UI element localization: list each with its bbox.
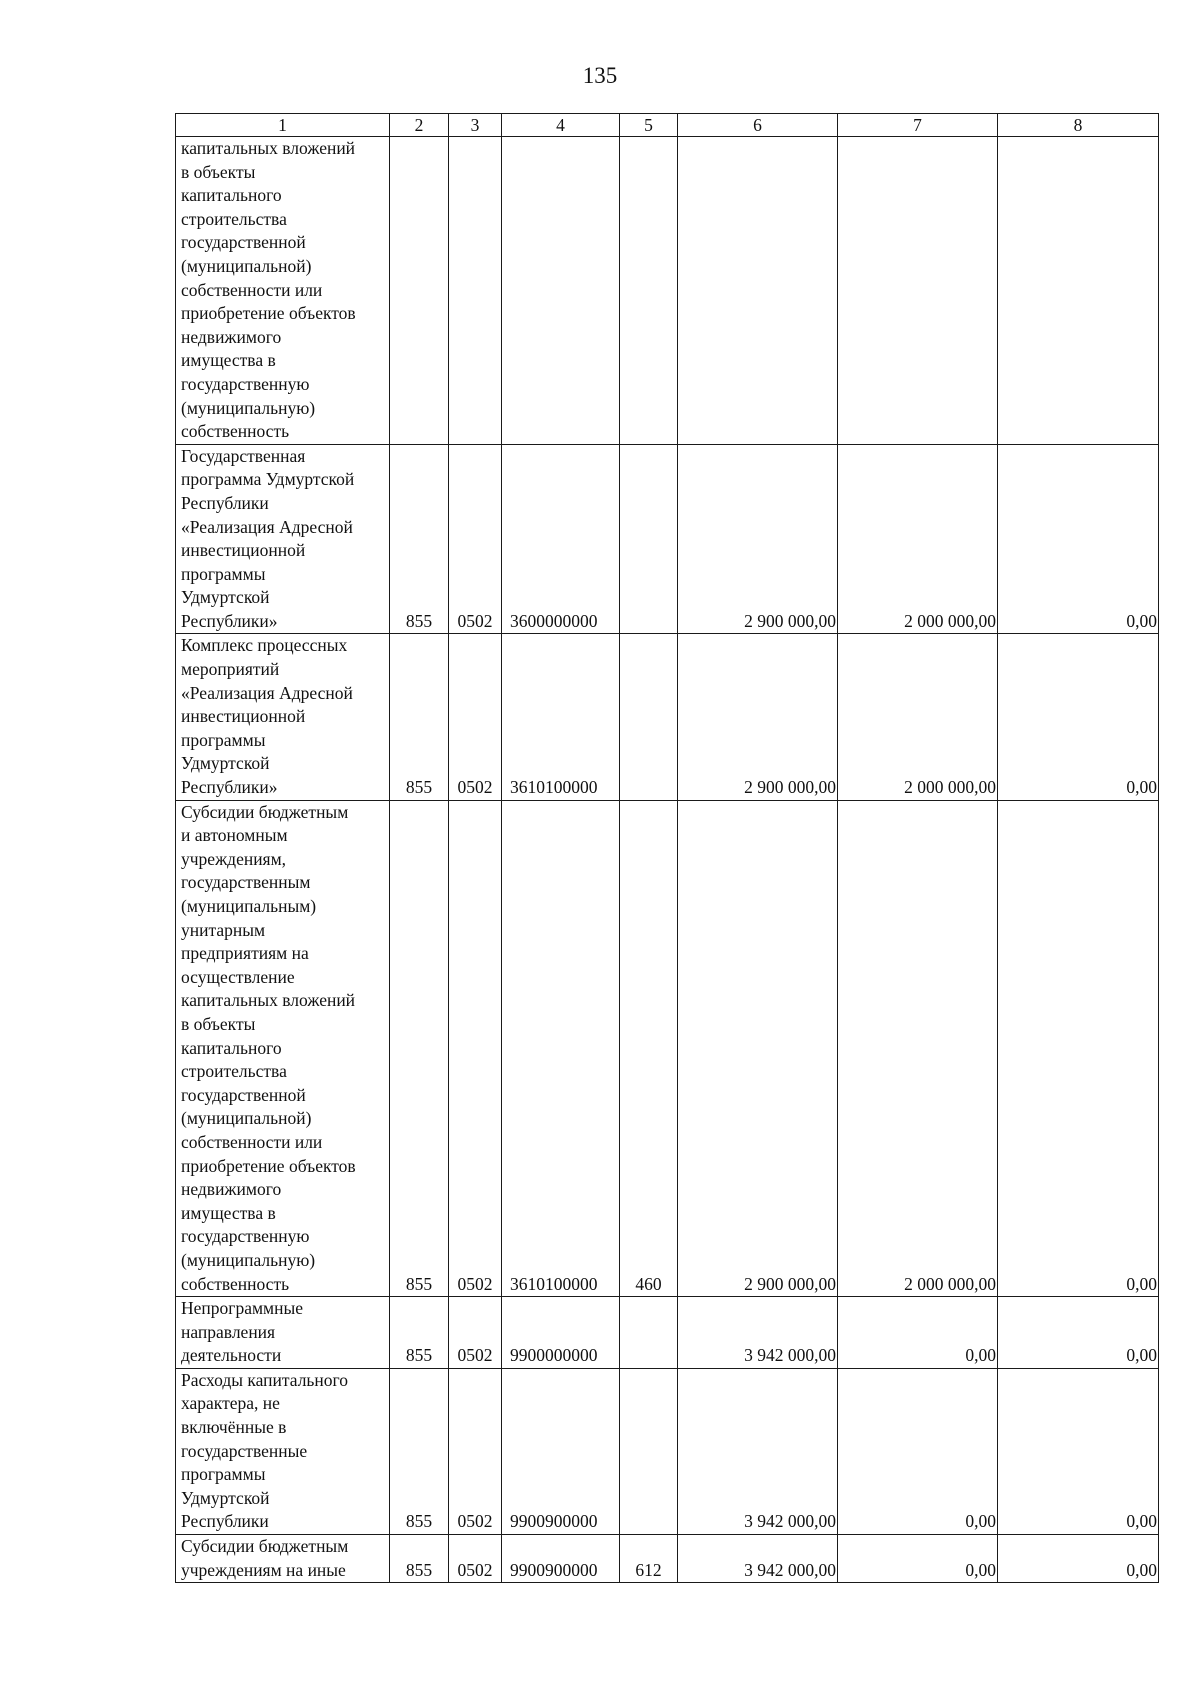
column-header: 6 [678,114,838,137]
amount-col8: 0,00 [998,1535,1159,1583]
section-code: 0502 [449,634,502,800]
expense-name: Субсидии бюджетным и автономным учреждениям, государственным (муниципальным) унитарным предприятиям на осуществление капитальных вложений в объекты капитального строительства государственной (муниципальной) собственности или приобретение объектов недвижимого имущества в государственную (муниципальную) собственность [176,800,390,1296]
target-article-code: 3610100000 [502,634,620,800]
column-header: 5 [620,114,678,137]
expense-type-code [620,634,678,800]
table-row [176,137,1159,445]
amount-col6: 2 900 000,00 [678,634,838,800]
budget-table [175,113,1159,1583]
column-header: 1 [176,114,390,137]
grbs-code: 855 [390,1535,449,1583]
amount-col8: 0,00 [998,1297,1159,1369]
amount-col7: 0,00 [838,1368,998,1534]
table-row [176,800,1159,1296]
column-header: 4 [502,114,620,137]
target-article-code: 3610100000 [502,800,620,1296]
amount-col7: 2 000 000,00 [838,800,998,1296]
amount-col8: 0,00 [998,634,1159,800]
grbs-code: 855 [390,1297,449,1369]
expense-type-code [620,1297,678,1369]
column-header: 7 [838,114,998,137]
amount-col7: 0,00 [838,1297,998,1369]
amount-col8: 0,00 [998,1368,1159,1534]
table-row [176,1368,1159,1534]
grbs-code: 855 [390,1368,449,1534]
column-header: 8 [998,114,1159,137]
expense-name: Субсидии бюджетным учреждениям на иные [176,1535,390,1583]
target-article-code: 3600000000 [502,444,620,634]
expense-name: капитальных вложений в объекты капитального строительства государственной (муниципальной) собственности или приобретение объектов недвижимого имущества в государственную (муниципальную) собственность [176,137,390,445]
table-row [176,444,1159,634]
expense-type-code [620,444,678,634]
amount-col6: 3 942 000,00 [678,1297,838,1369]
header-row [176,114,1159,137]
page-number: 135 [582,63,618,88]
target-article-code: 9900900000 [502,1368,620,1534]
section-code: 0502 [449,1368,502,1534]
table-body [176,137,1159,1583]
expense-type-code [620,137,678,445]
expense-name: Расходы капитального характера, не включённые в государственные программы Удмуртской Республики [176,1368,390,1534]
expense-name: Непрограммные направления деятельности [176,1297,390,1369]
table-row [176,1297,1159,1369]
section-code: 0502 [449,1535,502,1583]
section-code [449,137,502,445]
amount-col7 [838,137,998,445]
expense-type-code: 612 [620,1535,678,1583]
section-code: 0502 [449,800,502,1296]
table-row [176,634,1159,800]
target-article-code: 9900900000 [502,1535,620,1583]
grbs-code [390,137,449,445]
grbs-code: 855 [390,444,449,634]
target-article-code: 9900000000 [502,1297,620,1369]
amount-col7: 2 000 000,00 [838,634,998,800]
grbs-code: 855 [390,800,449,1296]
expense-type-code [620,1368,678,1534]
grbs-code: 855 [390,634,449,800]
column-header: 3 [449,114,502,137]
amount-col6: 3 942 000,00 [678,1535,838,1583]
amount-col6: 2 900 000,00 [678,444,838,634]
column-header: 2 [390,114,449,137]
amount-col8 [998,137,1159,445]
expense-type-code: 460 [620,800,678,1296]
expense-name: Комплекс процессных мероприятий «Реализация Адресной инвестиционной программы Удмуртской Республики» [176,634,390,800]
table-header [176,114,1159,137]
amount-col8: 0,00 [998,800,1159,1296]
amount-col6 [678,137,838,445]
target-article-code [502,137,620,445]
amount-col7: 0,00 [838,1535,998,1583]
amount-col8: 0,00 [998,444,1159,634]
amount-col6: 3 942 000,00 [678,1368,838,1534]
section-code: 0502 [449,444,502,634]
expense-name: Государственная программа Удмуртской Республики «Реализация Адресной инвестиционной программы Удмуртской Республики» [176,444,390,634]
table-row [176,1535,1159,1583]
section-code: 0502 [449,1297,502,1369]
amount-col7: 2 000 000,00 [838,444,998,634]
amount-col6: 2 900 000,00 [678,800,838,1296]
